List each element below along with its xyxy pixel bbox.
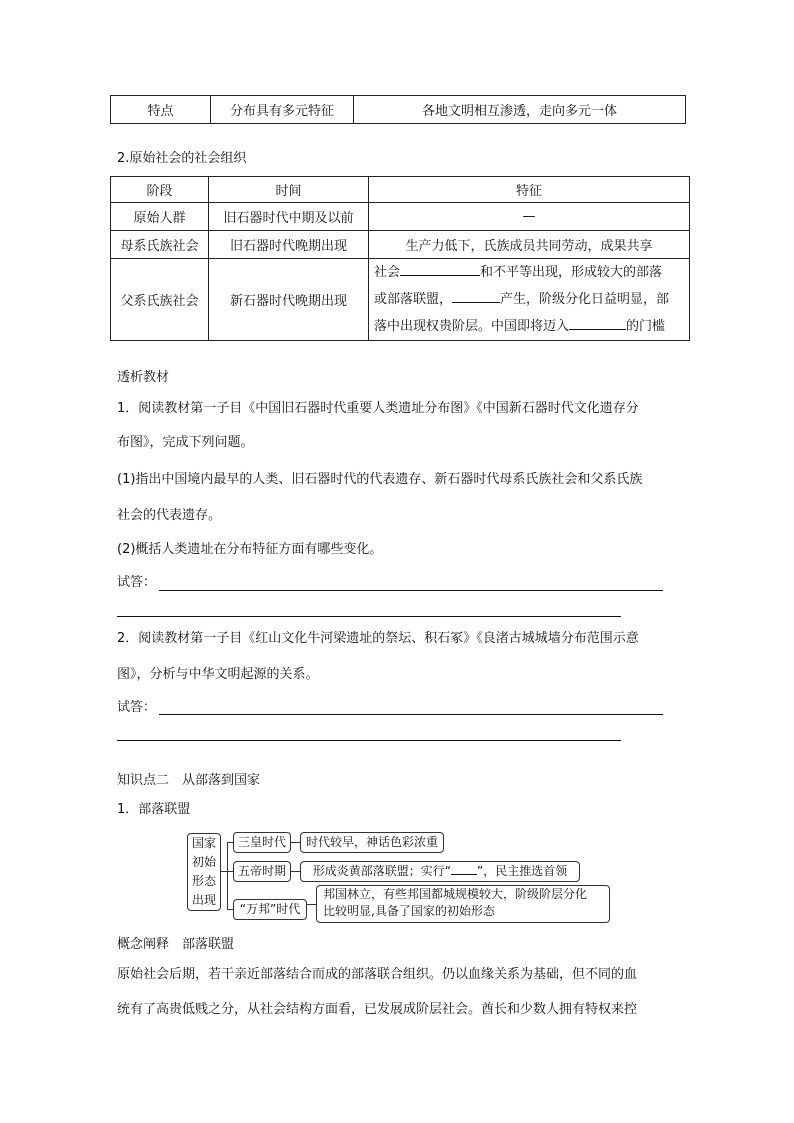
- table-row: [111, 231, 690, 259]
- answer-line[interactable]: [159, 714, 663, 715]
- feature-table: [110, 95, 686, 124]
- table-row: [111, 259, 690, 341]
- table-cell: 父系氏族社会: [111, 259, 209, 341]
- question-1-sub2: (2)概括人类遗址在分布特征方面有哪些变化。: [117, 542, 383, 557]
- table-cell-features: [369, 259, 690, 341]
- branch-label-wanbang: “万邦”时代: [233, 899, 307, 920]
- concept-text: 原始社会后期，若干亲近部落结合而成的部落联合组织。仍以血缘关系为基础，但不同的血: [117, 967, 638, 982]
- feature-line: 或部落联盟， 产生，阶级分化日益明显，部: [374, 292, 670, 307]
- fill-blank: [400, 263, 480, 276]
- table-cell: 各地文明相互渗透，走向多元一体: [354, 96, 686, 124]
- social-organization-table: [110, 176, 690, 341]
- table-cell: 旧石器时代中期及以前: [209, 203, 369, 231]
- table-cell: 生产力低下，氏族成员共同劳动，成果共享: [369, 231, 690, 259]
- answer-label: 试答：: [117, 700, 157, 715]
- answer-label: 试答：: [117, 575, 157, 590]
- table-header-row: [111, 177, 690, 203]
- connector: [220, 871, 227, 872]
- table-cell: 特点: [111, 96, 211, 124]
- column-header: 时间: [209, 177, 369, 203]
- table-cell: 新石器时代晚期出现: [209, 259, 369, 341]
- column-header: 阶段: [111, 177, 209, 203]
- concept-heading: 概念阐释 部落联盟: [117, 937, 235, 952]
- answer-line[interactable]: [117, 616, 621, 617]
- question-1-cont: 布图》，完成下列问题。: [117, 435, 254, 450]
- section-heading: 2.原始社会的社会组织: [117, 151, 247, 166]
- analysis-heading: 透析教材: [117, 370, 170, 385]
- branch-desc: 邦国林立，有些邦国都城规模较大，阶级阶层分化 比较明显,具备了国家的初始形态: [316, 885, 610, 923]
- column-header: 特征: [369, 177, 690, 203]
- fill-blank: [452, 290, 500, 303]
- subsection-heading: 1．部落联盟: [117, 802, 191, 817]
- connector: [290, 871, 300, 872]
- diagram-root: 国家 初始 形态 出现: [187, 833, 221, 911]
- answer-line[interactable]: [159, 590, 663, 591]
- question-1-sub1-cont: 社会的代表遗存。: [117, 508, 222, 523]
- fill-blank: [569, 317, 626, 330]
- fill-blank: [451, 862, 477, 875]
- table-cell: 母系氏族社会: [111, 231, 209, 259]
- question-1: 1．阅读教材第一子目《中国旧石器时代重要人类遗址分布图》《中国新石器时代文化遗存分: [117, 401, 639, 416]
- feature-line: 社会 和不平等出现，形成较大的部落: [374, 265, 663, 280]
- connector: [290, 842, 300, 843]
- concept-text: 统有了高贵低贱之分，从社会结构方面看，已发展成阶层社会。酋长和少数人拥有特权来控: [117, 1002, 638, 1017]
- answer-line[interactable]: [117, 740, 621, 741]
- connector: [306, 904, 316, 905]
- branch-label-wudi: 五帝时期: [233, 861, 291, 882]
- question-2-cont: 图》，分析与中华文明起源的关系。: [117, 667, 319, 682]
- table-cell: —: [369, 203, 690, 231]
- branch-desc: 形成炎黄部落联盟；实行“ ”，民主推选首领: [300, 861, 580, 882]
- table-cell: 原始人群: [111, 203, 209, 231]
- knowledge-heading: 知识点二 从部落到国家: [117, 773, 261, 788]
- question-1-sub1: (1)指出中国境内最早的人类、旧石器时代的代表遗存、新石器时代母系氏族社会和父系氏族: [117, 472, 643, 487]
- connector: [227, 842, 228, 909]
- table-cell: 旧石器时代晚期出现: [209, 231, 369, 259]
- feature-line: 落中出现权贵阶层。中国即将迈入 的门槛: [374, 319, 666, 334]
- table-row: [111, 203, 690, 231]
- branch-label-sanhuang: 三皇时代: [233, 832, 291, 853]
- table-cell: 分布具有多元特征: [211, 96, 354, 124]
- table-row: [111, 96, 686, 124]
- question-2: 2．阅读教材第一子目《红山文化牛河梁遗址的祭坛、积石冢》《良渚古城城墙分布范围示意: [117, 631, 639, 646]
- branch-desc: 时代较早，神话色彩浓重: [300, 832, 444, 853]
